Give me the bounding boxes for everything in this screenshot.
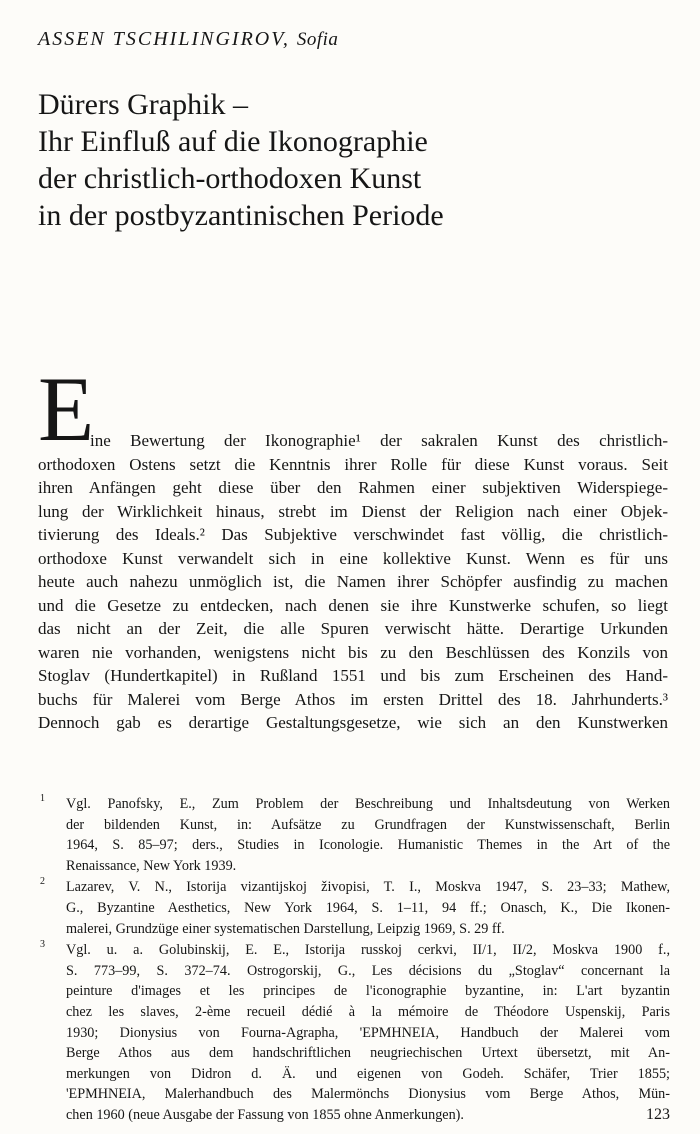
- footnote-line: Vgl. Panofsky, E., Zum Problem der Beschreibung und Inhaltsdeutung von Werken: [66, 796, 670, 812]
- body-line: waren nie vorhanden, wenigstens nicht bis zu den Beschlüssen des Konzils von: [38, 642, 668, 662]
- drop-cap: E: [38, 358, 95, 460]
- page-number: 123: [646, 1106, 670, 1123]
- footnote-line: G., Byzantine Aesthetics, New York 1964, S. 1–11, 94 ff.; Onasch, K., Die Ikonen-: [66, 899, 670, 916]
- footnote-3: [38, 940, 670, 1125]
- body-line: heute auch nahezu unmöglich ist, die Namen ihrer Schöpfer ausfindig zu machen: [38, 572, 668, 591]
- body-line: tivierung des Ideals.² Das Subjektive verschwindet fast völlig, die christlich-: [38, 525, 668, 544]
- body-line: buchs für Malerei vom Berge Athos im ersten Drittel des 18. Jahrhunderts.³: [38, 689, 668, 709]
- footnote-line: chen 1960 (neue Ausgabe der Fassung von 1855 ohne Anmerkungen).: [66, 1106, 464, 1123]
- footnote-line: 1964, S. 85–97; ders., Studies in Iconologie. Humanistic Themes in the Art of the: [66, 837, 670, 854]
- author-line: [38, 28, 338, 51]
- title-line: Ihr Einfluß auf die Ikonographie: [38, 125, 428, 158]
- footnote-2: [38, 877, 670, 939]
- footnote-line: peinture d'images et les principes de l'iconographie byzantine, in: L'art byzantin: [66, 983, 670, 1000]
- footnote-line: merkungen von Didron d. Ä. und eigenen von Godeh. Schäfer, Trier 1855;: [66, 1065, 670, 1082]
- body-line: und die Gesetze zu entdecken, nach denen sie ihre Kunstwerke schufen, so liegt: [38, 595, 668, 615]
- footnote-line: Berge Athos aus dem handschriftlichen neugriechischen Urtext übersetzt, mit An-: [66, 1045, 670, 1062]
- article-title: [38, 86, 668, 234]
- footnote-line: 1930; Dionysius von Fourna-Agrapha, 'EPMHNEIA, Handbuch der Malerei vom: [66, 1024, 670, 1041]
- footnote-number: 2: [40, 876, 45, 888]
- footnote-line: S. 773–99, S. 372–74. Ostrogorskij, G., Les décisions du „Stoglav“ concernant la: [66, 962, 670, 979]
- title-line: der christlich-orthodoxen Kunst: [38, 162, 422, 195]
- footnote-line: Lazarev, V. N., Istorija vizantijskoj živopisi, T. I., Moskva 1947, S. 23–33; Mathew,: [66, 879, 670, 896]
- author-city: Sofia: [296, 29, 339, 50]
- body-line: orthodoxe Kunst verwandelt sich in eine kollektive Kunst. Wenn es für uns: [38, 548, 668, 568]
- footnotes: [38, 794, 670, 1127]
- body-line: ihren Anfängen geht diese über den Rahmen einer subjektiven Widerspiege-: [38, 478, 668, 497]
- footnote-line: der bildenden Kunst, in: Aufsätze zu Grundfragen der Kunstwissenschaft, Berlin: [66, 816, 670, 833]
- body-text: [38, 358, 668, 735]
- footnote-number: 3: [40, 939, 45, 951]
- footnote-line: Renaissance, New York 1939.: [66, 857, 237, 874]
- body-line: orthodoxen Ostens setzt die Kenntnis ihrer Rolle für diese Kunst voraus. Seit: [38, 454, 668, 474]
- body-line: das nicht an der Zeit, die alle Spuren verwischt hätte. Derartige Urkunden: [38, 619, 668, 638]
- body-line: Dennoch gab es derartige Gestaltungsgesetze, wie sich an den Kunstwerken: [38, 713, 668, 732]
- footnote-line: chez les slaves, 2-ème recueil dédié à la mémoire de Théodore Uspenskij, Paris: [66, 1003, 670, 1020]
- footnote-line: Vgl. u. a. Golubinskij, E. E., Istorija russkoj cerkvi, II/1, II/2, Moskva 1900 f.,: [66, 942, 670, 959]
- body-line: ine Bewertung der Ikonographie¹ der sakralen Kunst des christlich-: [90, 431, 668, 450]
- body-line: lung der Wirklichkeit hinaus, strebt im Dienst der Religion nach einer Objek-: [38, 501, 668, 521]
- footnote-number: 1: [40, 793, 45, 804]
- footnote-1: [38, 794, 670, 876]
- title-line: in der postbyzantinischen Periode: [38, 199, 444, 232]
- title-line: Dürers Graphik –: [38, 88, 248, 121]
- body-line: Stoglav (Hundertkapitel) in Rußland 1551 und bis zum Erscheinen des Hand-: [38, 666, 668, 685]
- author-name: ASSEN TSCHILINGIROV,: [38, 28, 290, 50]
- footnote-line: malerei, Grundzüge einer systematischen Darstellung, Leipzig 1969, S. 29 ff.: [66, 920, 505, 937]
- footnote-line: 'EPMHNEIA, Malerhandbuch des Malermönchs Dionysius vom Berge Athos, Mün-: [66, 1086, 670, 1103]
